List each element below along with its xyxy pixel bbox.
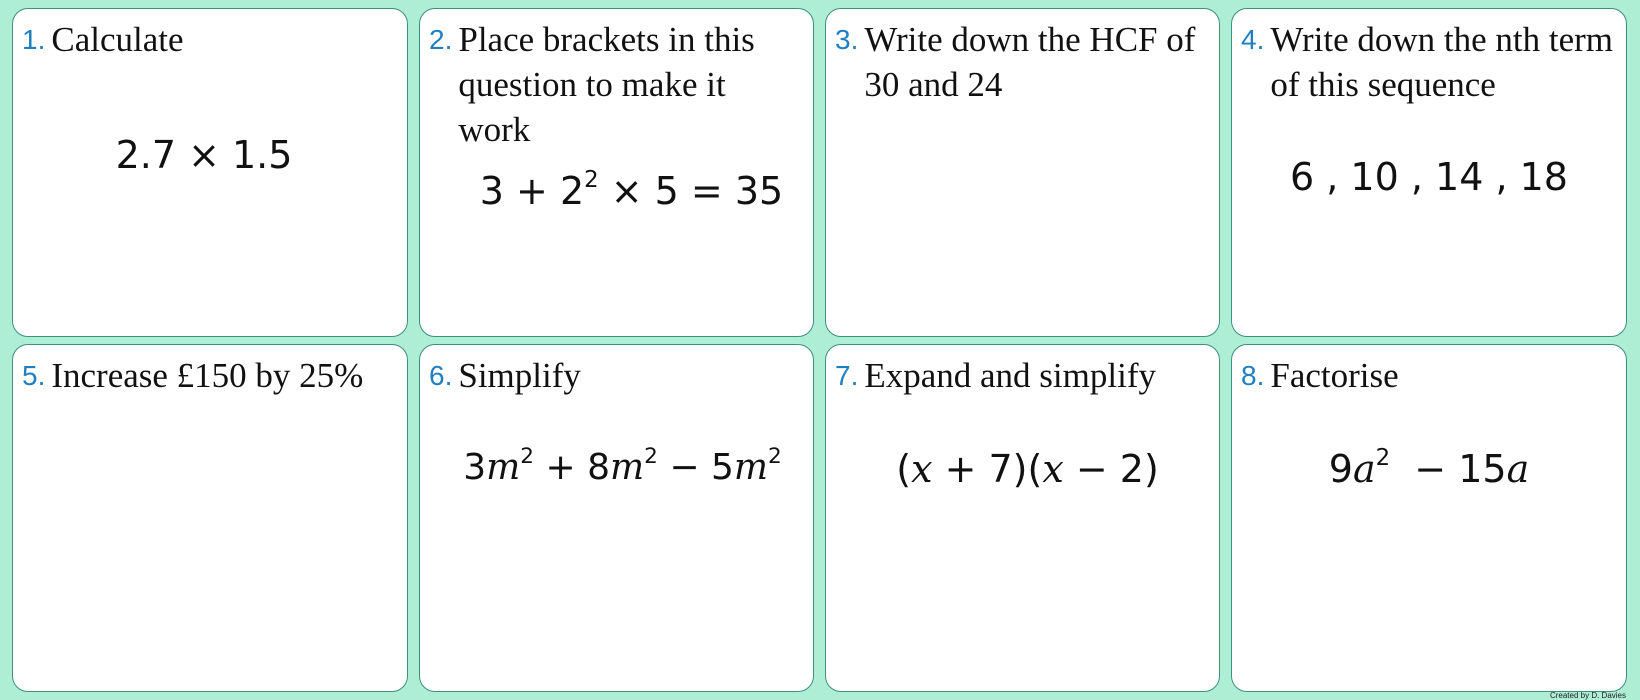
question-prompt: Factorise	[1270, 356, 1399, 395]
question-card-4	[1231, 8, 1627, 337]
question-card-5	[12, 344, 408, 692]
question-header	[22, 17, 399, 62]
question-header	[429, 17, 805, 152]
question-card-8	[1231, 344, 1627, 692]
question-prompt: Expand and simplify	[864, 356, 1156, 395]
question-expression: (x + 7)(x − 2)	[896, 447, 1159, 491]
question-number: 2.	[429, 24, 453, 55]
author-credit: Created by D. Davies	[1549, 691, 1626, 700]
question-header	[835, 353, 1211, 398]
question-prompt: Simplify	[458, 356, 581, 395]
question-number: 1.	[22, 24, 46, 55]
question-card-1	[12, 8, 408, 337]
question-number: 5.	[22, 360, 46, 391]
question-prompt: Increase £150 by 25%	[51, 356, 364, 395]
question-header	[22, 353, 399, 398]
question-number: 6.	[429, 360, 453, 391]
question-prompt: Place brackets in this question to make it work	[458, 20, 755, 149]
question-header	[1241, 353, 1618, 398]
question-header	[429, 353, 805, 398]
question-expression: $3m^2 + 8m^2 - 5m^2$	[463, 443, 782, 488]
question-header	[1241, 17, 1618, 107]
question-card-7	[825, 344, 1220, 692]
question-prompt: Calculate	[51, 20, 184, 59]
question-card-3	[825, 8, 1220, 337]
question-prompt: Write down the HCF of 30 and 24	[864, 20, 1196, 104]
question-expression: 2.7 × 1.5	[115, 133, 293, 177]
question-number: 4.	[1241, 24, 1265, 55]
question-expression: $3 + 2^2 \times 5 = 35$	[479, 166, 784, 213]
question-expression: $9a^2 - 15a$	[1328, 444, 1530, 491]
question-prompt: Write down the nth term of this sequence	[1270, 20, 1614, 104]
question-card-2	[419, 8, 814, 337]
question-number: 8.	[1241, 360, 1265, 391]
question-expression: 6 , 10 , 14 , 18	[1290, 155, 1568, 199]
question-number: 3.	[835, 24, 859, 55]
question-card-6	[419, 344, 814, 692]
question-header	[835, 17, 1211, 107]
question-number: 7.	[835, 360, 859, 391]
